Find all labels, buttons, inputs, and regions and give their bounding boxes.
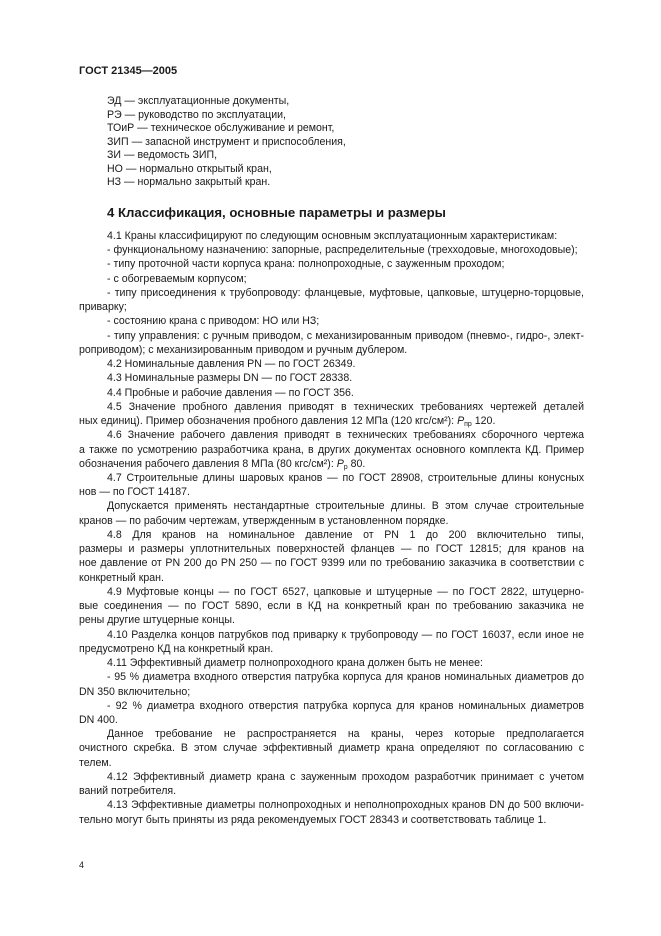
line-text: обозначения рабочего давления 8 МПа (80 кгс/см²): (79, 457, 337, 470)
line-text: вые соединения — по ГОСТ 5890, если в КД на конкретный кран по требованию заказчика не (79, 600, 584, 613)
section-heading: 4 Классификация, основные параметры и размеры (107, 205, 446, 220)
line-text: - типу присоединения к трубопроводу: фланцевые, муфтовые, цапковые, штуцерно-торцовые, (107, 286, 584, 299)
text-line (79, 329, 584, 343)
line-text: - состоянию крана с приводом: НО или НЗ; (107, 315, 320, 328)
abbreviation-list (107, 95, 346, 190)
text-line (79, 556, 584, 570)
abbreviation-item: ТОиР — техническое обслуживание и ремонт, (107, 122, 335, 134)
line-text: а также по усмотрению разработчика крана, в других документах основного комплекта КД. Пример (79, 443, 584, 456)
text-line (79, 514, 584, 528)
text-line (79, 386, 584, 400)
text-line (79, 656, 584, 670)
line-text: 4.9 Муфтовые концы — по ГОСТ 6527, цапковые и штуцерные — по ГОСТ 2822, штуцерно- (107, 585, 584, 598)
text-line (79, 471, 584, 485)
line-text: очистного скребка. В этом случае эффективный диаметр крана определяют по согласованию с (79, 742, 584, 755)
line-text: тельно могут быть приняты из ряда рекомендуемых ГОСТ 28343 и соответствовать таблице 1. (79, 813, 547, 826)
text-line (79, 499, 584, 513)
line-text: - функциональному назначению: запорные, распределительные (трехходовые, многоходовые); (107, 244, 578, 257)
abbreviation-item: НО — нормально открытый кран, (107, 162, 272, 175)
line-text: - типу проточной части корпуса крана: полнопроходные, с зауженным проходом; (107, 258, 505, 271)
text-line (79, 741, 584, 755)
line-text: 4.2 Номинальные давления PN — по ГОСТ 26349. (107, 358, 356, 371)
text-line (79, 272, 584, 286)
pressure-subscript: пр (464, 421, 472, 429)
line-text: 4.6 Значение рабочего давления приводят в технических требованиях сборочного чертежа (107, 429, 584, 442)
line-text: роприводом); с механизированным приводом и ручным дублером. (79, 343, 408, 356)
abbreviation-item: ЗИП — запасной инструмент и приспособления, (107, 135, 346, 148)
text-line (79, 443, 584, 457)
text-line (79, 727, 584, 741)
line-text: нов — по ГОСТ 14187. (79, 486, 190, 499)
text-line (79, 457, 584, 471)
line-text: 4.5 Значение пробного давления приводят в технических требованиях чертежей деталей (107, 400, 584, 413)
text-line (79, 314, 584, 328)
text-line (79, 784, 584, 798)
pressure-symbol: P (336, 457, 344, 470)
line-text: 4.12 Эффективный диаметр крана с зауженным проходом разработчик принимает с учетом (107, 770, 584, 783)
line-text: - с обогреваемым корпусом; (107, 272, 247, 285)
pressure-symbol: P (457, 415, 465, 428)
line-text: кранов — по рабочим чертежам, утвержденным в установленном порядке. (79, 514, 449, 527)
text-line (79, 400, 584, 414)
abbreviation-item: ЗИ — ведомость ЗИП, (107, 149, 218, 161)
line-text: Данное требование не распространяется на краны, через которые предполагается (107, 728, 584, 741)
text-line (79, 229, 584, 243)
text-line (79, 756, 584, 770)
text-line (79, 300, 584, 314)
line-text: 4.1 Краны классифицируют по следующим основным эксплуатационным характеристикам: (107, 230, 558, 242)
line-text: 80. (347, 457, 366, 470)
line-text: 4.11 Эффективный диаметр полнопроходного крана должен быть не менее: (107, 657, 483, 670)
line-text: 4.13 Эффективные диаметры полнопроходных и неполнопроходных кранов DN до 500 включи- (107, 799, 584, 812)
line-text: - 92 % диаметра входного отверстия патрубка корпуса для кранов номинальных диаметров (107, 699, 584, 712)
line-text: DN 400. (79, 713, 118, 726)
text-line (79, 343, 584, 357)
text-line (79, 699, 584, 713)
page-number: 4 (79, 860, 85, 870)
line-text: ное давление от PN 200 до PN 250 — по ГОСТ 9399 или по требованию заказчика в соответствии с (79, 557, 584, 570)
text-line (79, 628, 584, 642)
line-text: рены другие штуцерные концы. (79, 614, 235, 627)
text-line (79, 571, 584, 585)
text-line (79, 713, 584, 727)
line-text: 4.7 Строительные длины шаровых кранов — по ГОСТ 28908, строительные длины конусных (107, 471, 584, 484)
text-line (79, 770, 584, 784)
line-text: - 95 % диаметра входного отверстия патрубка корпуса для кранов номинальных диаметров до (107, 671, 584, 684)
line-text: предусмотрено КД на конкретный кран. (79, 642, 274, 655)
line-text: приварку; (79, 301, 127, 314)
text-line (79, 528, 584, 542)
text-line (79, 613, 584, 627)
line-text: 4.8 Для кранов на номинальное давление от PN 1 до 200 включительно типы, (107, 528, 584, 541)
document-header: ГОСТ 21345—2005 (79, 65, 178, 77)
line-text: ваний потребителя. (79, 785, 177, 798)
line-text: 4.3 Номинальные размеры DN — по ГОСТ 28338. (107, 372, 353, 385)
line-text: телем. (79, 756, 112, 769)
text-line (79, 485, 584, 499)
line-text: 120. (471, 415, 496, 428)
abbreviation-item: РЭ — руководство по эксплуатации, (107, 108, 286, 121)
text-line (79, 414, 584, 428)
line-text: конкретный кран. (79, 571, 164, 584)
text-line (79, 243, 584, 257)
line-text: 4.4 Пробные и рабочие давления — по ГОСТ 356. (107, 386, 354, 399)
line-text: DN 350 включительно; (79, 685, 191, 698)
text-line (79, 542, 584, 556)
section-body (79, 229, 584, 827)
text-line (79, 642, 584, 656)
abbreviation-item: ЭД — эксплуатационные документы, (107, 95, 290, 107)
abbreviation-item: НЗ — нормально закрытый кран. (107, 176, 271, 188)
line-text: 4.10 Разделка концов патрубков под приварку к трубопроводу — по ГОСТ 16037, если иное не (107, 628, 584, 641)
text-line (79, 371, 584, 385)
line-text: размеры и размеры уплотнительных поверхностей фланцев — по ГОСТ 12815; для кранов на (79, 543, 584, 556)
text-line (79, 257, 584, 271)
text-line (79, 599, 584, 613)
line-text: ных единиц). Пример обозначения пробного давления 12 МПа (120 кгс/см²): (79, 415, 458, 428)
text-line (79, 685, 584, 699)
text-line (79, 428, 584, 442)
text-line (79, 286, 584, 300)
text-line (79, 813, 584, 827)
line-text: Допускается применять нестандартные строительные длины. В этом случае строительные (107, 500, 584, 513)
pressure-subscript: р (343, 463, 348, 471)
text-line (79, 585, 584, 599)
line-text: - типу управления: с ручным приводом, с механизированным приводом (пневмо-, гидро-, элект- (107, 329, 584, 342)
text-line (79, 670, 584, 684)
text-line (79, 798, 584, 812)
text-line (79, 357, 584, 371)
